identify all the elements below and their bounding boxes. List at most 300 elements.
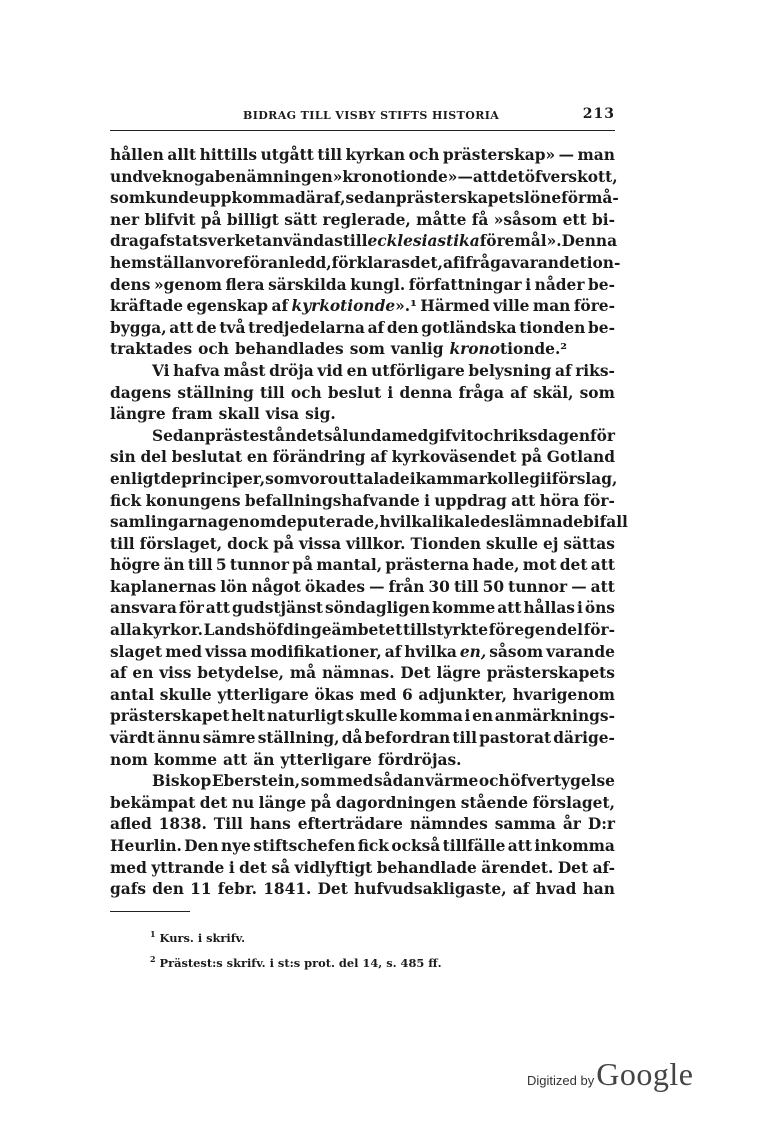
word: särskilda [268,275,347,294]
word: principer, [181,469,266,488]
text-line [110,814,615,836]
word: anmärknings- [494,707,615,726]
word: tunnor [229,556,289,575]
word: statsverket [166,232,263,251]
word: behandlades [234,340,344,359]
word: villkor. [346,534,406,553]
word: måtte [416,210,467,229]
italic-word: kyrkotionde».¹ [291,297,417,316]
word: de [196,318,217,337]
text-line [110,253,621,275]
word: som [265,469,301,488]
word: afled [110,815,152,834]
footnote-rule [110,911,190,912]
word: skäl, [532,383,574,402]
word: uppkomma [198,189,296,208]
word: Det [400,664,431,683]
word: för [590,426,616,445]
word: nämndes [409,815,488,834]
word: som [300,772,336,791]
word: på [273,534,294,553]
word: användas [262,232,343,251]
word: sig. [305,405,336,424]
word: ännu [157,729,201,748]
word: vissa [205,642,248,661]
word: hemställan [110,253,206,272]
word: kunde [145,189,199,208]
page-number: 213 [582,106,615,122]
word: som [579,383,615,402]
word: dagens [110,383,172,402]
word: Sedan [152,426,205,445]
word: prästerskapet [110,707,230,726]
word: hvad [535,880,577,899]
word: två [219,318,246,337]
word: tredjedelarna [248,318,365,337]
word: mantal, [316,556,383,575]
word: tion- [579,253,621,272]
word: därige- [553,729,615,748]
text-line [110,339,615,361]
word: i [409,469,416,488]
word: ställning [177,383,254,402]
word: nåder [534,275,585,294]
word: värdt [110,729,155,748]
word: med [165,642,203,661]
footnote-text: Kurs. i skrifv. [159,930,246,945]
text-line [110,771,615,793]
word: den [152,880,184,899]
word: del [140,448,167,467]
word: år [562,815,581,834]
word: Eberstein, [211,772,301,791]
text-line [110,210,615,232]
footnote-marker: 2 [150,953,156,964]
word: tillfälle [442,837,506,855]
text-line [110,447,615,469]
header-rule [110,130,615,131]
word: stående [460,793,529,812]
word: i [228,858,235,877]
word: kaplanernas [110,577,217,596]
word: ifrågavarande [459,253,580,272]
word: prästerna [385,556,470,575]
word: drag [110,232,150,251]
word: bygga, [110,318,167,337]
word: i [387,383,394,402]
word: fråga [458,383,504,402]
word: nom [110,750,148,769]
word: nu [231,793,255,812]
word: att [511,491,536,510]
word: skall [218,405,260,424]
word: dröja [269,361,314,380]
word: hvilka [404,642,457,661]
word: för- [583,491,615,510]
word: till [317,146,343,164]
word: att [205,599,230,618]
word: före- [573,297,615,316]
word: 1838. [158,815,207,834]
word: be- [588,318,615,337]
word: 30 [428,577,450,596]
word: noga [172,167,215,186]
word: komme [153,750,218,769]
text-line [110,145,615,167]
word: då [341,729,363,748]
word: hvilka [379,513,432,532]
word: värme [425,772,479,791]
italic-word: en, [459,642,487,661]
word: gafs [110,880,147,899]
word: uttalade [337,469,410,488]
word: riksdagen [504,426,591,445]
word: ställning, [257,729,340,748]
word: beslutat [171,448,243,467]
text-line [110,383,615,405]
word: af [367,318,385,337]
word: af [370,448,387,467]
word: uppdrag [434,491,507,510]
word: yttrande [151,858,225,877]
word: 1841. [263,880,312,899]
word: befordran [364,729,451,748]
word: för [488,621,514,640]
word: prästerskap» [442,146,556,164]
word: öns [584,599,615,618]
word: dens [110,275,151,294]
word: för [178,599,204,618]
text-line [110,577,615,599]
word: egen [514,621,556,640]
word: betydelse, [197,664,285,683]
word: deputerade, [276,513,380,532]
word: 6 [402,685,413,704]
word: ytterligare [217,685,309,704]
text-line [110,620,615,642]
word: som [349,340,385,359]
word: att [507,837,532,855]
word: D:r [587,815,615,834]
word: öfverskott, [524,167,618,186]
word: belysning [468,361,552,380]
word: Vi [152,361,170,380]
word: reglerade, [322,210,411,229]
word: af [271,297,289,316]
footnote-marker: 1 [150,929,156,939]
word: en [472,707,494,726]
word: tionden [519,318,586,337]
word: till [342,232,368,251]
word: att [497,599,522,618]
word: alla [110,621,142,640]
word: få [471,210,489,229]
word: vanlig [390,340,444,359]
word: på [200,210,222,229]
text-line [110,231,618,253]
word: ökades [304,577,366,596]
word: bifall [583,513,628,532]
word: föremål». [479,232,562,251]
word: vore [205,253,243,272]
word: och [473,426,505,445]
text-line [110,706,615,728]
word: fick [110,491,142,510]
word: lägre [436,664,481,683]
word: af [384,642,402,661]
word: det [239,858,267,877]
word: tillstyrkte [402,621,489,640]
word: en [246,448,268,467]
word: vissa [298,534,342,553]
word: lämnade [509,513,583,532]
word: Heurlin. [110,837,182,855]
word: genom [217,513,277,532]
text-line [110,167,618,189]
word: kammarkollegii [415,469,552,488]
word: af [510,383,527,402]
word: hade, [472,556,520,575]
word: 50 [482,577,505,596]
word: sämre [202,729,256,748]
word: konungens [145,491,241,510]
word: skulle [486,534,539,553]
word: prästeståndet [204,426,324,445]
word: förslaget, [139,534,223,553]
word: 11 [190,880,212,899]
word: ner [110,210,140,229]
word: i [576,599,583,618]
digitized-watermark [527,1056,693,1093]
word: af- [592,858,615,877]
word: nämnas. [321,664,395,683]
text-line [110,469,618,491]
word: allt [167,146,197,164]
word: som [110,189,146,208]
word: och [290,383,322,402]
word: Biskop [152,772,212,791]
word: Landshöfdingeämbetet [203,621,403,640]
word: förslag, [551,469,618,488]
text-line [110,685,615,707]
word: af [149,232,167,251]
word: vid [317,361,343,380]
word: något [251,577,301,596]
word: höra [539,491,580,510]
word: hafva [173,361,220,380]
word: vidlyftigt [294,858,373,877]
word: inkomma [534,837,615,855]
word: i [525,275,532,294]
word: traktades [110,340,193,359]
word: längre [110,405,166,424]
word: visa [265,405,300,424]
word: förslaget, [532,793,615,812]
word: Tionden [410,534,482,553]
text-line [110,642,615,664]
word: adjunkter, [418,685,507,704]
word: till [453,577,479,596]
word: länge [258,793,307,812]
word: det [559,556,588,575]
word: — [457,167,473,186]
word: af [512,880,530,899]
body-text [110,145,628,901]
word: med [336,772,374,791]
word: befallningshafvande [244,491,420,510]
word: efterträdare [297,815,403,834]
word: hållas [523,599,575,618]
word: ej [543,534,559,553]
word: Det [317,880,348,899]
text-line [110,836,615,858]
word: och [198,340,229,359]
word: mot [522,556,557,575]
word: förändring [272,448,366,467]
text-line [110,275,615,297]
text-line [110,404,615,426]
text-line [110,534,615,556]
word: varande [546,642,615,661]
word: egenskap [186,297,269,316]
italic-word: kronotionde.² [449,340,568,359]
word: högre [110,556,161,575]
word: »genom [153,275,222,294]
text-line [110,728,615,750]
word: sådan [374,772,425,791]
word: prästerskapets [486,664,615,683]
word: billigt [226,210,279,229]
word: nye [221,837,251,855]
word: af [442,253,460,272]
word: ytterligare [280,750,372,769]
word: att [472,167,498,186]
word: fram [171,405,213,424]
word: utförligare [371,361,465,380]
word: hvarigenom [512,685,615,704]
google-logo: Google [596,1056,694,1092]
word: blifvit [144,210,196,229]
word: dock [227,534,269,553]
word: sålunda [323,426,392,445]
word: och [408,146,440,164]
word: kyrkoväsendet [391,448,517,467]
footnote-1 [150,924,442,949]
word: man [532,297,571,316]
word: ville [493,297,530,316]
word: i [424,491,431,510]
text-line [110,663,615,685]
word: såsom [489,642,544,661]
word: hållen [110,146,164,164]
word: skulle [159,685,212,704]
running-header [110,106,615,126]
word: föranledd, [242,253,332,272]
word: medgifvit [391,426,474,445]
word: skulle [345,707,398,726]
word: prästerskapets [395,189,525,208]
word: öfvertygelse [510,772,615,791]
word: det [497,167,525,186]
word: riks- [575,361,615,380]
word: kräftade [110,297,184,316]
word: ärendet. [481,858,554,877]
word: till [452,729,477,748]
word: fick [357,837,389,855]
word: samma [494,815,556,834]
word: beslut [327,383,382,402]
text-line [110,361,615,383]
word: tunnor [508,577,568,596]
word: än [253,750,275,769]
word: komma [399,707,463,726]
word: man [577,146,615,164]
text-line [110,512,628,534]
footnote-2 [150,949,442,974]
word: löneförmå- [524,189,619,208]
word: än [163,556,185,575]
word: kyrkan [345,146,406,164]
word: — [369,577,385,596]
word: antal [110,685,155,704]
word: gudstjänst [231,599,323,618]
word: från [388,577,425,596]
word: enligt [110,469,161,488]
word: de [160,469,182,488]
word: också [391,837,441,855]
word: — [571,577,587,596]
watermark-prefix: Digitized by [527,1073,595,1088]
word: bekämpat [110,793,196,812]
word: så [271,858,290,877]
word: hans [249,815,291,834]
word: på [292,556,314,575]
word: af [110,664,127,683]
word: det [199,793,228,812]
word: fördröjas. [377,750,462,769]
text-line [110,188,619,210]
word: kyrkor. [142,621,203,640]
word: med [359,685,397,704]
word: febr. [217,880,257,899]
text-line [110,491,615,513]
word: denna [399,383,453,402]
word: slaget [110,642,163,661]
word: stiftschefen [253,837,356,855]
word: be- [588,275,615,294]
word: däraf, [295,189,346,208]
word: likaledes [431,513,510,532]
word: att [169,318,194,337]
word: sätt [284,210,318,229]
word: må [289,664,317,683]
word: sin [110,448,136,467]
word: del [556,621,583,640]
word: voro [300,469,338,488]
word: att [590,577,615,596]
word: flera [225,275,265,294]
word: och [478,772,510,791]
word: benämningen [214,167,333,186]
text-line [110,750,615,772]
text-line [110,793,615,815]
word: utgått [260,146,314,164]
text-line [110,598,615,620]
word: till [187,556,213,575]
word: — [558,146,574,164]
word: till [259,383,285,402]
word: på [521,448,542,467]
